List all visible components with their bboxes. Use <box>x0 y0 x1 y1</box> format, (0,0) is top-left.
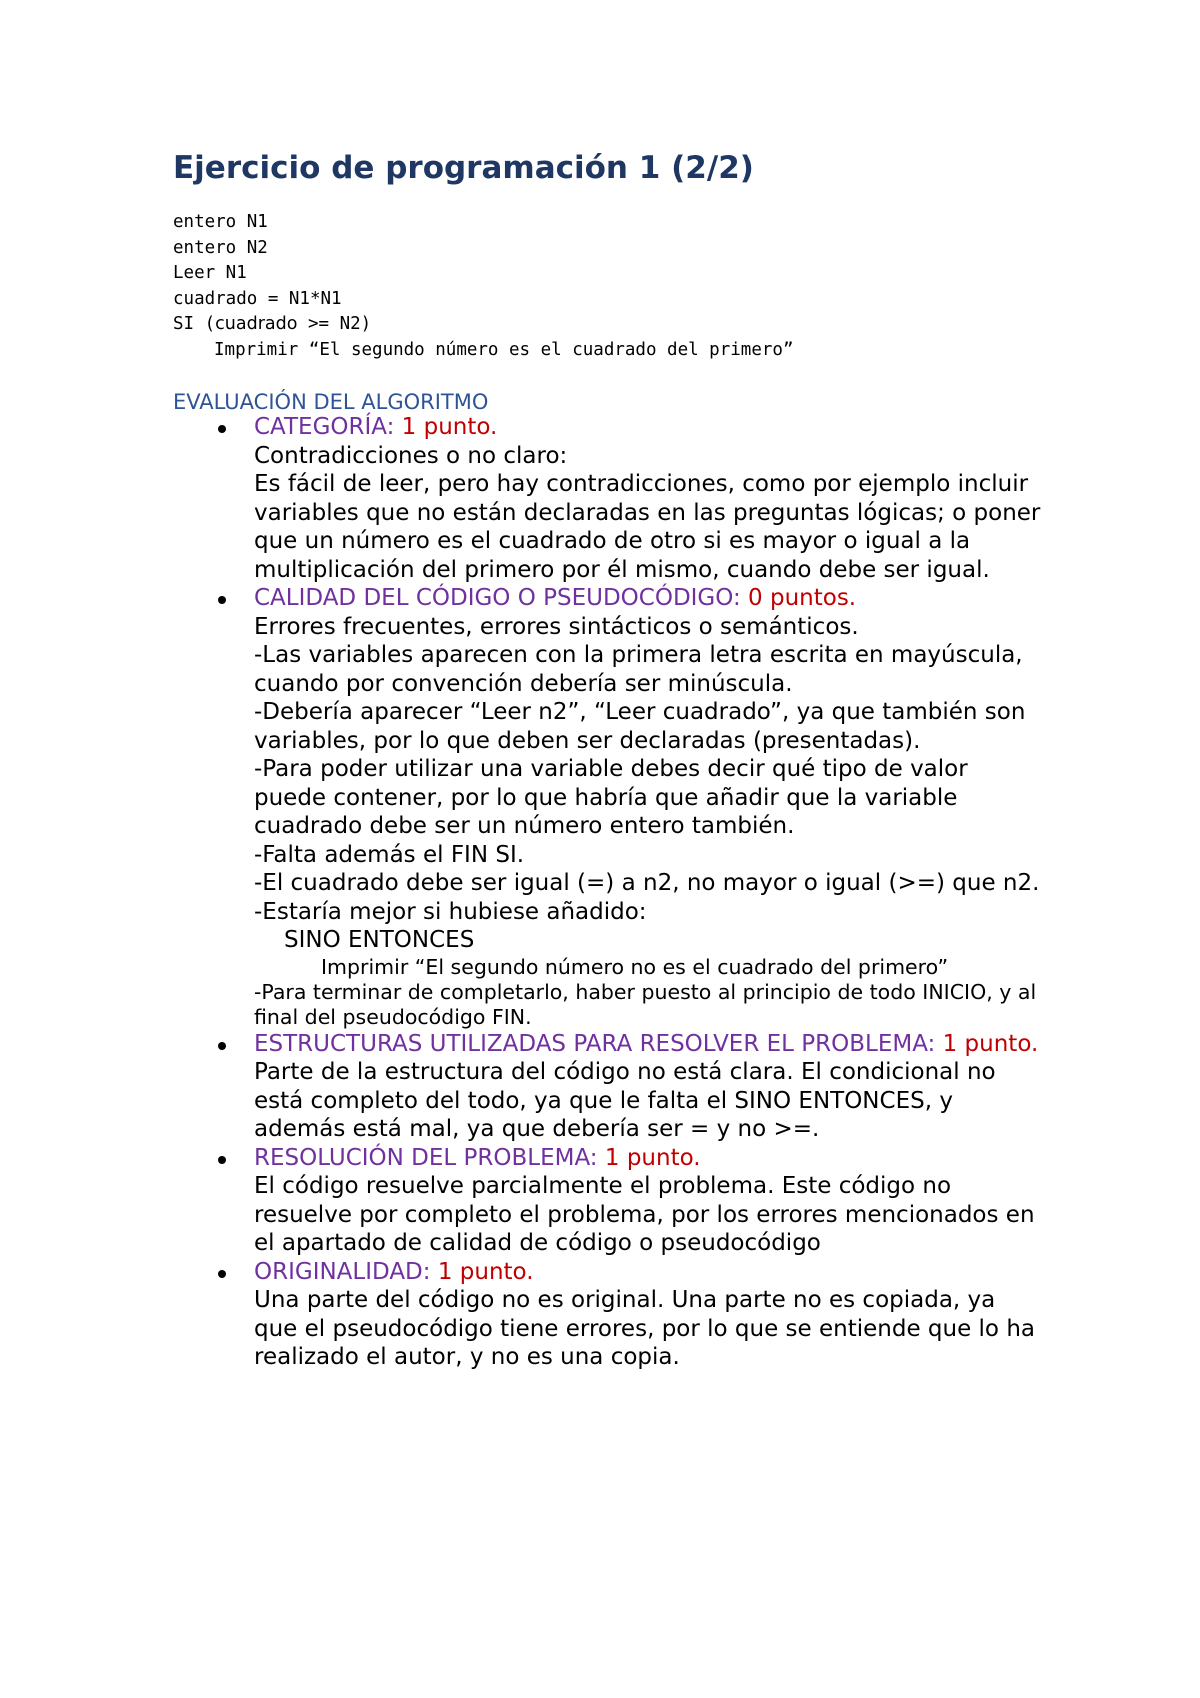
criterion-name: ESTRUCTURAS UTILIZADAS PARA RESOLVER EL PROBLEMA: <box>254 1030 943 1057</box>
criterion-score: 1 punto. <box>942 1030 1039 1057</box>
criteria-list <box>254 413 1044 1372</box>
criterion-item <box>254 1258 1044 1372</box>
criterion-name: RESOLUCIÓN DEL PROBLEMA: <box>254 1144 605 1171</box>
criterion-line: -Estaría mejor si hubiese añadido: <box>254 898 647 925</box>
bullet <box>218 1156 226 1164</box>
page-title: Ejercicio de programación 1 (2/2) <box>173 150 754 186</box>
criterion-line-code: SINO ENTONCES <box>284 927 475 953</box>
criterion-line: -Para terminar de completarlo, haber puesto al principio de todo INICIO, y al final del pseudocódigo FIN. <box>254 979 1037 1029</box>
code-line: entero N1 <box>173 212 268 232</box>
criterion-line: -Debería aparecer “Leer n2”, “Leer cuadrado”, ya que también son variables, por lo que deben ser declaradas (presentadas). <box>254 699 1026 754</box>
code-keyword: SI ( <box>173 314 216 334</box>
code-line: entero N2 <box>173 237 268 258</box>
criterion-body: El código resuelve parcialmente el problema. Este código no resuelve por completo el problema, por los errores mencionados en el apartado de calidad de código o pseudocódigo <box>254 1173 1035 1256</box>
criterion-score: 1 punto. <box>437 1258 534 1285</box>
pseudocode-block <box>173 210 793 363</box>
criterion-score: 1 punto. <box>604 1144 701 1171</box>
criterion-line: Errores frecuentes, errores sintácticos o semánticos. <box>254 613 859 640</box>
criterion-item <box>254 413 1044 584</box>
bullet <box>218 425 226 433</box>
criterion-score: 0 puntos. <box>748 585 857 611</box>
code-condition: >= N2) <box>297 314 372 334</box>
criterion-item <box>254 1030 1044 1144</box>
criterion-item <box>254 1144 1044 1258</box>
criterion-line: -Falta además el FIN SI. <box>254 841 525 868</box>
bullet <box>218 1270 226 1278</box>
criterion-item <box>254 584 1044 1030</box>
criterion-name: CALIDAD DEL CÓDIGO O PSEUDOCÓDIGO: <box>254 585 749 611</box>
bullet <box>218 596 226 604</box>
criterion-body: Parte de la estructura del código no está clara. El condicional no está completo del todo, ya que le falta el SINO ENTONCES, y además está mal, ya que debería ser = y no >=. <box>254 1059 996 1142</box>
criterion-line-code: Imprimir “El segundo número no es el cuadrado del primero” <box>321 954 949 979</box>
evaluation-heading: EVALUACIÓN DEL ALGORITMO <box>173 390 489 414</box>
criterion-line: -El cuadrado debe ser igual (=) a n2, no mayor o igual (>=) que n2. <box>254 870 1040 896</box>
criterion-name: CATEGORÍA: <box>254 414 402 440</box>
bullet <box>218 1042 226 1050</box>
code-variable: cuadrado <box>215 314 298 334</box>
criterion-score: 1 punto. <box>401 414 498 440</box>
code-line: Leer N1 <box>173 263 247 283</box>
code-line: cuadrado = N1*N1 <box>173 288 342 309</box>
criterion-name: ORIGINALIDAD: <box>254 1258 438 1285</box>
code-line: Imprimir “El segundo número es el cuadrado del primero” <box>214 339 794 360</box>
criterion-body: Es fácil de leer, pero hay contradicciones, como por ejemplo incluir variables que no están declaradas en las preguntas lógicas; o poner que un número es el cuadrado de otro si es mayor o igual a la multiplicación del primero por él mismo, cuando debe ser igual. <box>254 471 1041 583</box>
criterion-line: -Para poder utilizar una variable debes decir qué tipo de valor puede contener, por lo que habría que añadir que la variable cuadrado debe ser un número entero también. <box>254 756 968 839</box>
criterion-line: -Las variables aparecen con la primera letra escrita en mayúscula, cuando por convención debería ser minúscula. <box>254 642 1023 697</box>
code-line <box>173 312 793 338</box>
criterion-body: Una parte del código no es original. Una parte no es copiada, ya que el pseudocódigo tiene errores, por lo que se entiende que lo ha realizado el autor, y no es una copia. <box>254 1287 1035 1370</box>
criterion-subtitle: Contradicciones o no claro: <box>254 442 568 469</box>
